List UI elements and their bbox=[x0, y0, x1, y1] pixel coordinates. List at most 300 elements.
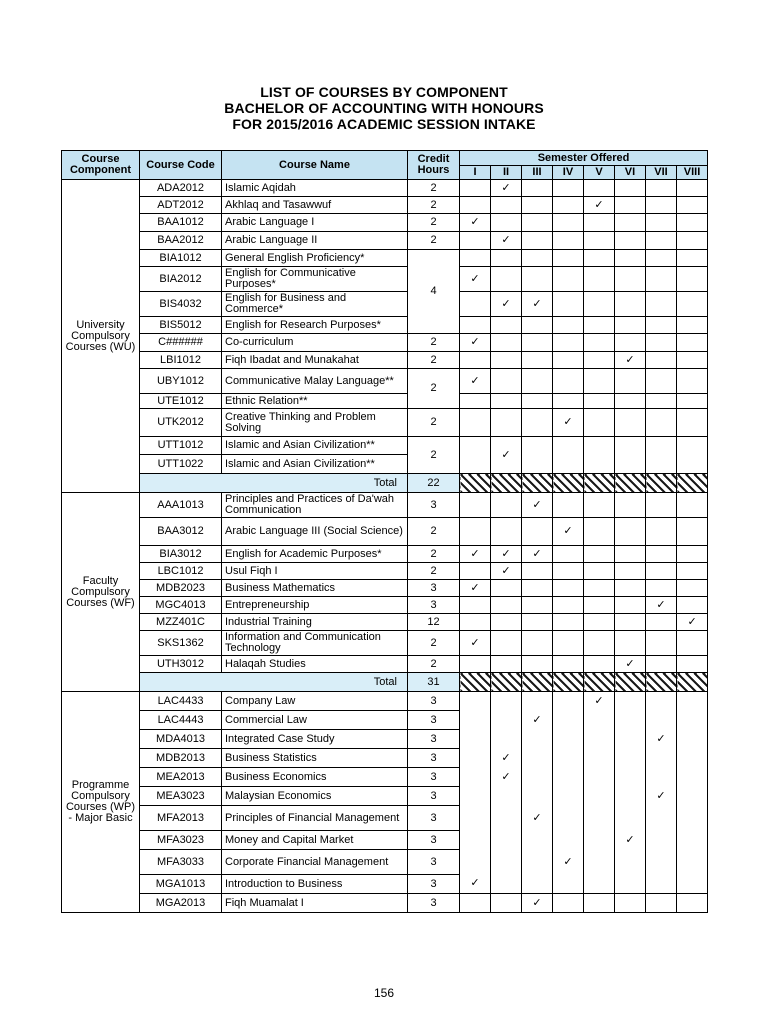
header-course-component: Course Component bbox=[62, 151, 140, 180]
semester-cell bbox=[460, 730, 491, 749]
check-mark-icon: ✓ bbox=[563, 855, 573, 868]
course-code: LAC4433 bbox=[140, 692, 222, 711]
semester-cell bbox=[491, 292, 522, 317]
semester-cell bbox=[646, 831, 677, 850]
semester-cell bbox=[553, 394, 584, 409]
semester-cell bbox=[677, 806, 708, 831]
semester-cell bbox=[584, 546, 615, 563]
semester-cell bbox=[491, 656, 522, 673]
credit-hours: 3 bbox=[408, 730, 460, 749]
semester-cell bbox=[491, 831, 522, 850]
credit-hours: 2 bbox=[408, 437, 460, 474]
course-code: BIS4032 bbox=[140, 292, 222, 317]
semester-cell bbox=[646, 232, 677, 250]
semester-cell bbox=[460, 334, 491, 352]
check-mark-icon: ✓ bbox=[501, 181, 511, 194]
semester-cell bbox=[646, 806, 677, 831]
course-name: Creative Thinking and Problem Solving bbox=[222, 409, 408, 437]
semester-cell bbox=[460, 317, 491, 334]
credit-hours: 2 bbox=[408, 546, 460, 563]
course-name: Fiqh Muamalat I bbox=[222, 894, 408, 913]
semester-cell bbox=[460, 875, 491, 894]
semester-cell bbox=[553, 831, 584, 850]
semester-cell bbox=[584, 232, 615, 250]
semester-cell bbox=[584, 369, 615, 394]
semester-cell bbox=[491, 409, 522, 437]
course-name: Integrated Case Study bbox=[222, 730, 408, 749]
semester-cell bbox=[615, 334, 646, 352]
semester-cell bbox=[553, 787, 584, 806]
table-row bbox=[62, 787, 708, 806]
credit-hours: 3 bbox=[408, 749, 460, 768]
semester-cell bbox=[491, 692, 522, 711]
total-credit-value: 22 bbox=[408, 474, 460, 493]
semester-cell bbox=[522, 850, 553, 875]
semester-cell bbox=[615, 768, 646, 787]
semester-cell bbox=[646, 894, 677, 913]
semester-cell bbox=[677, 317, 708, 334]
table-row bbox=[62, 711, 708, 730]
header-semester: VI bbox=[615, 166, 646, 180]
table-row bbox=[62, 806, 708, 831]
semester-cell bbox=[460, 197, 491, 214]
table-row bbox=[62, 409, 708, 437]
semester-cell bbox=[584, 334, 615, 352]
course-code: BIA2012 bbox=[140, 267, 222, 292]
semester-cell bbox=[615, 656, 646, 673]
semester-cell bbox=[615, 711, 646, 730]
semester-cell bbox=[491, 768, 522, 787]
semester-cell bbox=[615, 875, 646, 894]
table-row bbox=[62, 352, 708, 369]
semester-cell bbox=[584, 214, 615, 232]
table-row bbox=[62, 692, 708, 711]
table-row bbox=[62, 894, 708, 913]
table-row bbox=[62, 317, 708, 334]
credit-hours: 3 bbox=[408, 711, 460, 730]
table-row bbox=[62, 768, 708, 787]
course-code: AAA1013 bbox=[140, 493, 222, 518]
course-code: MFA3023 bbox=[140, 831, 222, 850]
hatched-cell bbox=[460, 673, 491, 692]
check-mark-icon: ✓ bbox=[687, 615, 697, 628]
semester-cell bbox=[460, 749, 491, 768]
semester-cell bbox=[646, 850, 677, 875]
semester-cell bbox=[522, 631, 553, 656]
semester-cell bbox=[522, 250, 553, 267]
course-name: Corporate Financial Management bbox=[222, 850, 408, 875]
course-code: UTT1012 bbox=[140, 437, 222, 455]
course-name: Usul Fiqh I bbox=[222, 563, 408, 580]
hatched-cell bbox=[522, 474, 553, 493]
semester-cell bbox=[615, 250, 646, 267]
credit-hours: 2 bbox=[408, 232, 460, 250]
credit-hours: 4 bbox=[408, 250, 460, 334]
semester-cell bbox=[615, 749, 646, 768]
check-mark-icon: ✓ bbox=[625, 353, 635, 366]
semester-cell bbox=[553, 850, 584, 875]
semester-cell bbox=[677, 369, 708, 394]
check-mark-icon: ✓ bbox=[470, 581, 480, 594]
semester-cell bbox=[646, 749, 677, 768]
check-mark-icon: ✓ bbox=[501, 297, 511, 310]
page-number: 156 bbox=[373, 986, 395, 1000]
semester-cell bbox=[460, 711, 491, 730]
hatched-cell bbox=[646, 474, 677, 493]
semester-cell bbox=[615, 292, 646, 317]
semester-cell bbox=[584, 409, 615, 437]
credit-hours: 3 bbox=[408, 692, 460, 711]
semester-cell bbox=[584, 711, 615, 730]
hatched-cell bbox=[460, 474, 491, 493]
semester-cell bbox=[646, 250, 677, 267]
semester-cell bbox=[584, 806, 615, 831]
header-semester: IV bbox=[553, 166, 584, 180]
title-line-1: LIST OF COURSES BY COMPONENT bbox=[260, 84, 508, 100]
semester-cell bbox=[677, 656, 708, 673]
semester-cell bbox=[491, 806, 522, 831]
check-mark-icon: ✓ bbox=[501, 547, 511, 560]
credit-hours: 3 bbox=[408, 875, 460, 894]
check-mark-icon: ✓ bbox=[532, 498, 542, 511]
semester-cell bbox=[553, 546, 584, 563]
semester-cell bbox=[460, 292, 491, 317]
course-name: Arabic Language II bbox=[222, 232, 408, 250]
header-course-name: Course Name bbox=[222, 151, 408, 180]
header-semester-offered: Semester Offered bbox=[460, 151, 708, 166]
course-name: Commercial Law bbox=[222, 711, 408, 730]
course-name: Malaysian Economics bbox=[222, 787, 408, 806]
semester-cell bbox=[677, 850, 708, 875]
semester-cell bbox=[553, 711, 584, 730]
semester-cell bbox=[615, 317, 646, 334]
table-row bbox=[62, 292, 708, 317]
semester-cell bbox=[460, 493, 491, 518]
semester-cell bbox=[491, 394, 522, 409]
hatched-cell bbox=[491, 474, 522, 493]
semester-cell bbox=[646, 711, 677, 730]
semester-cell bbox=[646, 614, 677, 631]
header-semester: VII bbox=[646, 166, 677, 180]
semester-cell bbox=[553, 580, 584, 597]
semester-cell bbox=[584, 518, 615, 546]
semester-cell bbox=[491, 580, 522, 597]
semester-cell bbox=[553, 749, 584, 768]
table-row bbox=[62, 730, 708, 749]
semester-cell bbox=[460, 831, 491, 850]
table-row bbox=[62, 250, 708, 267]
semester-cell bbox=[460, 806, 491, 831]
course-name: English for Research Purposes* bbox=[222, 317, 408, 334]
semester-cell bbox=[646, 787, 677, 806]
semester-cell bbox=[677, 214, 708, 232]
semester-cell bbox=[615, 437, 646, 474]
semester-cell bbox=[677, 409, 708, 437]
semester-cell bbox=[460, 580, 491, 597]
semester-cell bbox=[553, 730, 584, 749]
check-mark-icon: ✓ bbox=[470, 272, 480, 285]
credit-hours: 3 bbox=[408, 806, 460, 831]
semester-cell bbox=[522, 292, 553, 317]
header-credit-hours: Credit Hours bbox=[408, 151, 460, 180]
credit-hours: 3 bbox=[408, 894, 460, 913]
check-mark-icon: ✓ bbox=[532, 713, 542, 726]
semester-cell bbox=[522, 749, 553, 768]
semester-cell bbox=[491, 493, 522, 518]
title-line-3: FOR 2015/2016 ACADEMIC SESSION INTAKE bbox=[232, 116, 536, 132]
course-code: BIA1012 bbox=[140, 250, 222, 267]
semester-cell bbox=[584, 768, 615, 787]
semester-cell bbox=[460, 546, 491, 563]
semester-cell bbox=[677, 894, 708, 913]
hatched-cell bbox=[677, 474, 708, 493]
credit-hours: 3 bbox=[408, 597, 460, 614]
semester-cell bbox=[615, 831, 646, 850]
semester-cell bbox=[522, 394, 553, 409]
course-code: UTK2012 bbox=[140, 409, 222, 437]
semester-cell bbox=[677, 292, 708, 317]
semester-cell bbox=[646, 597, 677, 614]
semester-cell bbox=[491, 267, 522, 292]
semester-cell bbox=[553, 437, 584, 474]
semester-cell bbox=[677, 711, 708, 730]
semester-cell bbox=[677, 580, 708, 597]
table-row bbox=[62, 580, 708, 597]
course-name: Company Law bbox=[222, 692, 408, 711]
credit-hours: 3 bbox=[408, 831, 460, 850]
semester-cell bbox=[584, 437, 615, 474]
semester-cell bbox=[615, 352, 646, 369]
course-component: University Compulsory Courses (WU) bbox=[62, 180, 140, 493]
document-title bbox=[0, 84, 768, 132]
semester-cell bbox=[553, 631, 584, 656]
course-name: Islamic and Asian Civilization** bbox=[222, 455, 408, 474]
table-row bbox=[62, 546, 708, 563]
course-code: MDA4013 bbox=[140, 730, 222, 749]
table-row bbox=[62, 232, 708, 250]
semester-cell bbox=[460, 394, 491, 409]
semester-cell bbox=[553, 180, 584, 197]
semester-cell bbox=[491, 614, 522, 631]
table-row bbox=[62, 334, 708, 352]
check-mark-icon: ✓ bbox=[563, 525, 573, 537]
semester-cell bbox=[522, 546, 553, 563]
semester-cell bbox=[522, 580, 553, 597]
course-name: English for Communicative Purposes* bbox=[222, 267, 408, 292]
table-row bbox=[62, 875, 708, 894]
table-row bbox=[62, 267, 708, 292]
semester-cell bbox=[646, 875, 677, 894]
semester-cell bbox=[615, 394, 646, 409]
semester-cell bbox=[553, 692, 584, 711]
check-mark-icon: ✓ bbox=[656, 789, 666, 802]
semester-cell bbox=[522, 232, 553, 250]
course-table bbox=[61, 150, 708, 913]
course-code: MZZ401C bbox=[140, 614, 222, 631]
semester-cell bbox=[491, 563, 522, 580]
semester-cell bbox=[677, 749, 708, 768]
semester-cell bbox=[522, 352, 553, 369]
course-code: LBC1012 bbox=[140, 563, 222, 580]
semester-cell bbox=[584, 597, 615, 614]
table-row bbox=[62, 749, 708, 768]
header-semester: V bbox=[584, 166, 615, 180]
semester-cell bbox=[615, 232, 646, 250]
semester-cell bbox=[615, 563, 646, 580]
hatched-cell bbox=[584, 673, 615, 692]
semester-cell bbox=[646, 768, 677, 787]
semester-cell bbox=[491, 894, 522, 913]
course-code: BAA3012 bbox=[140, 518, 222, 546]
semester-cell bbox=[553, 894, 584, 913]
semester-cell bbox=[491, 787, 522, 806]
semester-cell bbox=[584, 894, 615, 913]
hatched-cell bbox=[584, 474, 615, 493]
semester-cell bbox=[615, 267, 646, 292]
course-code: MFA3033 bbox=[140, 850, 222, 875]
table-row bbox=[62, 394, 708, 409]
semester-cell bbox=[460, 232, 491, 250]
check-mark-icon: ✓ bbox=[470, 374, 480, 387]
semester-cell bbox=[677, 730, 708, 749]
semester-cell bbox=[491, 369, 522, 394]
semester-cell bbox=[460, 787, 491, 806]
check-mark-icon: ✓ bbox=[563, 416, 573, 428]
hatched-cell bbox=[491, 673, 522, 692]
semester-cell bbox=[460, 850, 491, 875]
semester-cell bbox=[553, 597, 584, 614]
course-code: MGC4013 bbox=[140, 597, 222, 614]
course-name: Principles of Financial Management bbox=[222, 806, 408, 831]
check-mark-icon: ✓ bbox=[532, 297, 542, 310]
course-name: Co-curriculum bbox=[222, 334, 408, 352]
semester-cell bbox=[522, 197, 553, 214]
semester-cell bbox=[646, 409, 677, 437]
check-mark-icon: ✓ bbox=[470, 336, 480, 348]
semester-cell bbox=[522, 768, 553, 787]
semester-cell bbox=[677, 493, 708, 518]
semester-cell bbox=[677, 563, 708, 580]
hatched-cell bbox=[646, 673, 677, 692]
semester-cell bbox=[615, 787, 646, 806]
semester-cell bbox=[522, 730, 553, 749]
semester-cell bbox=[646, 437, 677, 474]
semester-cell bbox=[646, 631, 677, 656]
semester-cell bbox=[460, 214, 491, 232]
course-code: C###### bbox=[140, 334, 222, 352]
course-name: Industrial Training bbox=[222, 614, 408, 631]
course-code: MGA1013 bbox=[140, 875, 222, 894]
semester-cell bbox=[491, 850, 522, 875]
semester-cell bbox=[522, 437, 553, 474]
semester-cell bbox=[584, 580, 615, 597]
semester-cell bbox=[646, 369, 677, 394]
semester-cell bbox=[584, 352, 615, 369]
semester-cell bbox=[615, 614, 646, 631]
semester-cell bbox=[553, 214, 584, 232]
semester-cell bbox=[522, 214, 553, 232]
semester-cell bbox=[646, 292, 677, 317]
semester-cell bbox=[615, 580, 646, 597]
course-name: Principles and Practices of Da'wah Communication bbox=[222, 493, 408, 518]
credit-hours: 2 bbox=[408, 409, 460, 437]
semester-cell bbox=[677, 334, 708, 352]
semester-cell bbox=[491, 180, 522, 197]
table-row bbox=[62, 369, 708, 394]
semester-cell bbox=[615, 518, 646, 546]
semester-cell bbox=[615, 369, 646, 394]
course-code: LAC4443 bbox=[140, 711, 222, 730]
course-name: Business Mathematics bbox=[222, 580, 408, 597]
semester-cell bbox=[677, 546, 708, 563]
table-row bbox=[62, 493, 708, 518]
semester-cell bbox=[615, 197, 646, 214]
course-code: MEA2013 bbox=[140, 768, 222, 787]
course-name: Arabic Language I bbox=[222, 214, 408, 232]
semester-cell bbox=[491, 597, 522, 614]
semester-cell bbox=[646, 563, 677, 580]
semester-cell bbox=[677, 267, 708, 292]
header-semester: III bbox=[522, 166, 553, 180]
semester-cell bbox=[646, 580, 677, 597]
credit-hours: 2 bbox=[408, 197, 460, 214]
table-row bbox=[62, 197, 708, 214]
course-component: Programme Compulsory Courses (WP) - Major Basic bbox=[62, 692, 140, 913]
semester-cell bbox=[646, 692, 677, 711]
semester-cell bbox=[553, 614, 584, 631]
semester-cell bbox=[460, 369, 491, 394]
credit-hours: 3 bbox=[408, 787, 460, 806]
semester-cell bbox=[677, 831, 708, 850]
credit-hours: 3 bbox=[408, 850, 460, 875]
semester-cell bbox=[553, 197, 584, 214]
check-mark-icon: ✓ bbox=[470, 877, 480, 890]
semester-cell bbox=[646, 546, 677, 563]
semester-cell bbox=[677, 875, 708, 894]
credit-hours: 3 bbox=[408, 493, 460, 518]
semester-cell bbox=[646, 180, 677, 197]
semester-cell bbox=[677, 232, 708, 250]
course-code: BIA3012 bbox=[140, 546, 222, 563]
semester-cell bbox=[553, 232, 584, 250]
semester-cell bbox=[677, 631, 708, 656]
semester-cell bbox=[522, 518, 553, 546]
course-name: Business Economics bbox=[222, 768, 408, 787]
semester-cell bbox=[615, 692, 646, 711]
semester-cell bbox=[677, 614, 708, 631]
semester-cell bbox=[584, 730, 615, 749]
semester-cell bbox=[677, 692, 708, 711]
course-name: Ethnic Relation** bbox=[222, 394, 408, 409]
course-name: General English Proficiency* bbox=[222, 250, 408, 267]
course-code: BIS5012 bbox=[140, 317, 222, 334]
semester-cell bbox=[584, 180, 615, 197]
semester-cell bbox=[522, 787, 553, 806]
semester-cell bbox=[677, 180, 708, 197]
credit-hours: 2 bbox=[408, 352, 460, 369]
title-line-2: BACHELOR OF ACCOUNTING WITH HONOURS bbox=[224, 100, 544, 116]
check-mark-icon: ✓ bbox=[470, 636, 480, 649]
semester-cell bbox=[553, 493, 584, 518]
check-mark-icon: ✓ bbox=[501, 448, 511, 461]
semester-cell bbox=[460, 267, 491, 292]
header-semester: II bbox=[491, 166, 522, 180]
semester-cell bbox=[522, 563, 553, 580]
semester-cell bbox=[584, 787, 615, 806]
semester-cell bbox=[522, 894, 553, 913]
semester-cell bbox=[584, 563, 615, 580]
table-row bbox=[62, 831, 708, 850]
